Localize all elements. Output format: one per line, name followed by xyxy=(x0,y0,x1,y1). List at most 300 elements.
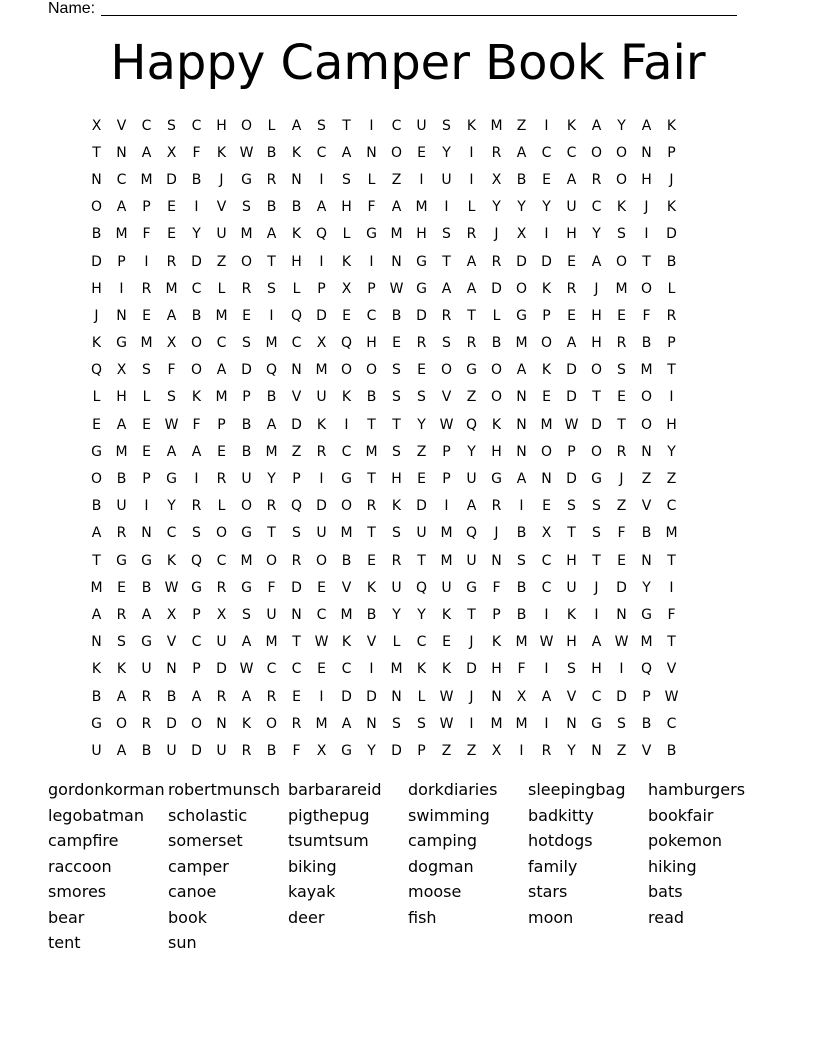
grid-letter[interactable]: I xyxy=(619,661,624,678)
grid-letter[interactable]: R xyxy=(141,280,152,297)
grid-letter[interactable]: U xyxy=(466,471,477,488)
grid-letter[interactable]: X xyxy=(316,335,327,352)
grid-letter[interactable]: S xyxy=(392,715,401,732)
grid-letter[interactable]: T xyxy=(667,362,676,379)
grid-letter[interactable]: X xyxy=(491,171,502,188)
grid-letter[interactable]: K xyxy=(366,579,377,596)
grid-letter[interactable]: K xyxy=(341,253,352,270)
grid-letter[interactable]: D xyxy=(416,307,427,324)
grid-letter[interactable]: Y xyxy=(442,144,451,161)
grid-letter[interactable]: C xyxy=(141,117,152,134)
grid-letter[interactable]: S xyxy=(317,117,326,134)
grid-letter[interactable]: H xyxy=(591,307,602,324)
grid-letter[interactable]: A xyxy=(591,634,602,651)
grid-letter[interactable]: U xyxy=(441,171,452,188)
grid-letter[interactable]: P xyxy=(192,661,201,678)
grid-letter[interactable]: B xyxy=(91,498,102,515)
grid-letter[interactable]: H xyxy=(291,253,302,270)
grid-letter[interactable]: N xyxy=(641,443,652,460)
grid-letter[interactable]: M xyxy=(515,634,528,651)
grid-letter[interactable]: X xyxy=(516,688,527,705)
grid-letter[interactable]: D xyxy=(491,280,502,297)
grid-letter[interactable]: I xyxy=(144,498,149,515)
grid-letter[interactable]: E xyxy=(542,498,551,515)
grid-letter[interactable]: S xyxy=(592,525,601,542)
grid-letter[interactable]: K xyxy=(416,661,427,678)
grid-letter[interactable]: O xyxy=(440,362,453,379)
grid-letter[interactable]: R xyxy=(566,280,577,297)
grid-letter[interactable]: S xyxy=(242,199,251,216)
grid-letter[interactable]: J xyxy=(594,280,599,297)
grid-letter[interactable]: R xyxy=(416,335,427,352)
grid-letter[interactable]: C xyxy=(541,144,552,161)
grid-letter[interactable]: K xyxy=(91,335,102,352)
grid-letter[interactable]: I xyxy=(369,253,374,270)
grid-letter[interactable]: Z xyxy=(441,742,452,759)
grid-letter[interactable]: O xyxy=(265,552,278,569)
grid-letter[interactable]: V xyxy=(566,688,577,705)
grid-letter[interactable]: D xyxy=(416,498,427,515)
grid-letter[interactable]: O xyxy=(640,280,653,297)
grid-letter[interactable]: W xyxy=(664,688,679,705)
grid-letter[interactable]: K xyxy=(666,199,677,216)
grid-letter[interactable]: E xyxy=(542,171,551,188)
grid-letter[interactable]: M xyxy=(515,335,528,352)
grid-letter[interactable]: D xyxy=(666,226,677,243)
grid-letter[interactable]: C xyxy=(591,199,602,216)
grid-letter[interactable]: Q xyxy=(290,307,303,324)
grid-letter[interactable]: K xyxy=(666,117,677,134)
grid-letter[interactable]: A xyxy=(641,117,652,134)
grid-letter[interactable]: P xyxy=(442,471,451,488)
grid-letter[interactable]: P xyxy=(542,307,551,324)
grid-letter[interactable]: Y xyxy=(167,498,176,515)
grid-letter[interactable]: N xyxy=(516,389,527,406)
grid-letter[interactable]: A xyxy=(141,144,152,161)
grid-letter[interactable]: N xyxy=(491,688,502,705)
grid-letter[interactable]: I xyxy=(594,606,599,623)
grid-letter[interactable]: Q xyxy=(90,362,103,379)
grid-letter[interactable]: A xyxy=(391,199,402,216)
grid-letter[interactable]: Q xyxy=(315,226,328,243)
grid-letter[interactable]: A xyxy=(116,742,127,759)
grid-letter[interactable]: L xyxy=(417,688,426,705)
grid-letter[interactable]: R xyxy=(116,525,127,542)
grid-letter[interactable]: C xyxy=(191,634,202,651)
grid-letter[interactable]: E xyxy=(117,579,126,596)
grid-letter[interactable]: C xyxy=(291,335,302,352)
grid-letter[interactable]: I xyxy=(669,389,674,406)
grid-letter[interactable]: G xyxy=(416,280,427,297)
grid-letter[interactable]: Z xyxy=(616,498,627,515)
grid-letter[interactable]: D xyxy=(616,688,627,705)
grid-letter[interactable]: S xyxy=(567,661,576,678)
grid-letter[interactable]: Z xyxy=(466,389,477,406)
grid-letter[interactable]: Z xyxy=(616,742,627,759)
grid-letter[interactable]: C xyxy=(216,335,227,352)
grid-letter[interactable]: S xyxy=(142,362,151,379)
grid-letter[interactable]: L xyxy=(392,634,401,651)
grid-letter[interactable]: S xyxy=(417,715,426,732)
grid-letter[interactable]: G xyxy=(466,362,477,379)
grid-letter[interactable]: B xyxy=(116,471,127,488)
grid-letter[interactable]: N xyxy=(141,525,152,542)
grid-letter[interactable]: T xyxy=(617,416,626,433)
grid-letter[interactable]: L xyxy=(142,389,151,406)
grid-letter[interactable]: N xyxy=(566,715,577,732)
grid-letter[interactable]: W xyxy=(164,416,179,433)
grid-letter[interactable]: N xyxy=(166,661,177,678)
grid-letter[interactable]: R xyxy=(541,742,552,759)
grid-letter[interactable]: C xyxy=(591,688,602,705)
grid-letter[interactable]: A xyxy=(466,280,477,297)
grid-letter[interactable]: U xyxy=(141,661,152,678)
grid-letter[interactable]: K xyxy=(491,416,502,433)
grid-letter[interactable]: Y xyxy=(192,226,201,243)
grid-letter[interactable]: D xyxy=(566,362,577,379)
grid-letter[interactable]: C xyxy=(116,171,127,188)
grid-letter[interactable]: A xyxy=(516,471,527,488)
grid-letter[interactable]: V xyxy=(366,634,377,651)
grid-letter[interactable]: G xyxy=(91,443,102,460)
grid-letter[interactable]: R xyxy=(491,498,502,515)
grid-letter[interactable]: O xyxy=(640,389,653,406)
grid-letter[interactable]: G xyxy=(191,579,202,596)
grid-letter[interactable]: R xyxy=(616,335,627,352)
grid-letter[interactable]: D xyxy=(216,661,227,678)
grid-letter[interactable]: U xyxy=(266,606,277,623)
grid-letter[interactable]: E xyxy=(567,253,576,270)
grid-letter[interactable]: L xyxy=(292,280,301,297)
grid-letter[interactable]: O xyxy=(490,362,503,379)
grid-letter[interactable]: G xyxy=(416,253,427,270)
grid-letter[interactable]: G xyxy=(466,579,477,596)
grid-letter[interactable]: M xyxy=(90,579,103,596)
grid-letter[interactable]: M xyxy=(615,280,628,297)
grid-letter[interactable]: O xyxy=(515,280,528,297)
grid-letter[interactable]: W xyxy=(314,634,329,651)
grid-letter[interactable]: V xyxy=(641,742,652,759)
grid-letter[interactable]: A xyxy=(116,416,127,433)
grid-letter[interactable]: D xyxy=(616,579,627,596)
grid-letter[interactable]: A xyxy=(341,144,352,161)
grid-letter[interactable]: O xyxy=(640,416,653,433)
grid-letter[interactable]: R xyxy=(241,280,252,297)
grid-letter[interactable]: O xyxy=(490,389,503,406)
grid-letter[interactable]: K xyxy=(616,199,627,216)
grid-letter[interactable]: C xyxy=(191,117,202,134)
grid-letter[interactable]: C xyxy=(416,634,427,651)
grid-letter[interactable]: L xyxy=(342,226,351,243)
grid-letter[interactable]: H xyxy=(341,199,352,216)
grid-letter[interactable]: A xyxy=(141,606,152,623)
grid-letter[interactable]: M xyxy=(240,226,253,243)
grid-letter[interactable]: Y xyxy=(417,416,426,433)
grid-letter[interactable]: B xyxy=(191,307,202,324)
grid-letter[interactable]: U xyxy=(91,742,102,759)
grid-letter[interactable]: M xyxy=(340,606,353,623)
grid-letter[interactable]: N xyxy=(216,715,227,732)
grid-letter[interactable]: O xyxy=(540,443,553,460)
grid-letter[interactable]: H xyxy=(566,634,577,651)
grid-letter[interactable]: A xyxy=(116,199,127,216)
grid-letter[interactable]: A xyxy=(591,253,602,270)
grid-letter[interactable]: M xyxy=(490,117,503,134)
grid-letter[interactable]: Y xyxy=(667,443,676,460)
grid-letter[interactable]: M xyxy=(390,226,403,243)
grid-letter[interactable]: M xyxy=(490,715,503,732)
grid-letter[interactable]: N xyxy=(516,416,527,433)
grid-letter[interactable]: G xyxy=(591,715,602,732)
grid-letter[interactable]: M xyxy=(315,362,328,379)
grid-letter[interactable]: C xyxy=(266,661,277,678)
grid-letter[interactable]: S xyxy=(167,117,176,134)
grid-letter[interactable]: G xyxy=(341,742,352,759)
grid-letter[interactable]: E xyxy=(167,199,176,216)
grid-letter[interactable]: B xyxy=(666,742,677,759)
grid-letter[interactable]: A xyxy=(591,117,602,134)
grid-letter[interactable]: C xyxy=(566,144,577,161)
grid-letter[interactable]: I xyxy=(469,715,474,732)
grid-letter[interactable]: K xyxy=(291,144,302,161)
grid-letter[interactable]: R xyxy=(616,443,627,460)
grid-letter[interactable]: G xyxy=(141,552,152,569)
grid-letter[interactable]: R xyxy=(591,171,602,188)
grid-letter[interactable]: D xyxy=(191,253,202,270)
grid-letter[interactable]: X xyxy=(166,335,177,352)
grid-letter[interactable]: M xyxy=(515,715,528,732)
grid-letter[interactable]: J xyxy=(619,471,624,488)
grid-letter[interactable]: S xyxy=(192,525,201,542)
grid-letter[interactable]: G xyxy=(241,525,252,542)
grid-letter[interactable]: A xyxy=(441,280,452,297)
grid-letter[interactable]: B xyxy=(266,144,277,161)
grid-letter[interactable]: N xyxy=(291,362,302,379)
grid-letter[interactable]: R xyxy=(266,688,277,705)
grid-letter[interactable]: E xyxy=(142,307,151,324)
grid-letter[interactable]: E xyxy=(317,661,326,678)
grid-letter[interactable]: Y xyxy=(392,606,401,623)
grid-letter[interactable]: Z xyxy=(216,253,227,270)
grid-letter[interactable]: R xyxy=(491,144,502,161)
grid-letter[interactable]: B xyxy=(516,606,527,623)
grid-letter[interactable]: B xyxy=(516,525,527,542)
grid-letter[interactable]: A xyxy=(466,253,477,270)
grid-letter[interactable]: N xyxy=(391,688,402,705)
grid-letter[interactable]: T xyxy=(592,552,601,569)
grid-letter[interactable]: S xyxy=(617,362,626,379)
grid-letter[interactable]: L xyxy=(217,498,226,515)
grid-letter[interactable]: K xyxy=(341,389,352,406)
grid-letter[interactable]: E xyxy=(217,443,226,460)
grid-letter[interactable]: B xyxy=(266,742,277,759)
grid-letter[interactable]: R xyxy=(266,498,277,515)
grid-letter[interactable]: N xyxy=(616,606,627,623)
grid-letter[interactable]: R xyxy=(141,715,152,732)
grid-letter[interactable]: C xyxy=(166,525,177,542)
grid-letter[interactable]: J xyxy=(594,579,599,596)
grid-letter[interactable]: P xyxy=(242,389,251,406)
grid-letter[interactable]: B xyxy=(641,715,652,732)
grid-letter[interactable]: C xyxy=(391,117,402,134)
grid-letter[interactable]: K xyxy=(441,661,452,678)
grid-letter[interactable]: I xyxy=(469,171,474,188)
grid-letter[interactable]: C xyxy=(191,280,202,297)
grid-letter[interactable]: A xyxy=(216,362,227,379)
grid-letter[interactable]: G xyxy=(516,307,527,324)
grid-letter[interactable]: I xyxy=(419,171,424,188)
grid-letter[interactable]: F xyxy=(142,226,151,243)
grid-letter[interactable]: X xyxy=(341,280,352,297)
grid-letter[interactable]: I xyxy=(544,606,549,623)
grid-letter[interactable]: R xyxy=(316,443,327,460)
grid-letter[interactable]: I xyxy=(269,307,274,324)
grid-letter[interactable]: F xyxy=(167,362,176,379)
grid-letter[interactable]: A xyxy=(566,171,577,188)
grid-letter[interactable]: K xyxy=(541,280,552,297)
grid-letter[interactable]: B xyxy=(166,688,177,705)
grid-letter[interactable]: P xyxy=(642,688,651,705)
grid-letter[interactable]: A xyxy=(541,688,552,705)
grid-letter[interactable]: C xyxy=(541,552,552,569)
grid-letter[interactable]: E xyxy=(142,416,151,433)
grid-letter[interactable]: R xyxy=(216,579,227,596)
grid-letter[interactable]: K xyxy=(466,117,477,134)
grid-letter[interactable]: U xyxy=(116,498,127,515)
grid-letter[interactable]: R xyxy=(466,226,477,243)
grid-letter[interactable]: T xyxy=(92,552,101,569)
grid-letter[interactable]: O xyxy=(340,362,353,379)
grid-letter[interactable]: U xyxy=(166,742,177,759)
grid-letter[interactable]: D xyxy=(541,253,552,270)
grid-letter[interactable]: E xyxy=(617,389,626,406)
grid-letter[interactable]: I xyxy=(144,253,149,270)
grid-letter[interactable]: S xyxy=(392,525,401,542)
grid-letter[interactable]: D xyxy=(166,715,177,732)
grid-letter[interactable]: H xyxy=(566,552,577,569)
grid-letter[interactable]: L xyxy=(367,171,376,188)
grid-letter[interactable]: E xyxy=(142,443,151,460)
grid-letter[interactable]: E xyxy=(342,307,351,324)
grid-letter[interactable]: A xyxy=(191,443,202,460)
grid-letter[interactable]: T xyxy=(267,253,276,270)
grid-letter[interactable]: O xyxy=(315,552,328,569)
grid-letter[interactable]: T xyxy=(667,634,676,651)
grid-letter[interactable]: R xyxy=(291,715,302,732)
grid-letter[interactable]: O xyxy=(615,253,628,270)
grid-letter[interactable]: M xyxy=(665,525,678,542)
grid-letter[interactable]: O xyxy=(590,443,603,460)
grid-letter[interactable]: W xyxy=(564,416,579,433)
grid-letter[interactable]: A xyxy=(316,199,327,216)
grid-letter[interactable]: U xyxy=(316,389,327,406)
grid-letter[interactable]: A xyxy=(191,688,202,705)
grid-letter[interactable]: O xyxy=(190,362,203,379)
grid-letter[interactable]: I xyxy=(644,226,649,243)
grid-letter[interactable]: I xyxy=(544,715,549,732)
grid-letter[interactable]: S xyxy=(442,226,451,243)
grid-letter[interactable]: I xyxy=(319,171,324,188)
grid-letter[interactable]: Z xyxy=(291,443,302,460)
grid-letter[interactable]: O xyxy=(365,362,378,379)
grid-letter[interactable]: D xyxy=(291,579,302,596)
grid-letter[interactable]: C xyxy=(341,661,352,678)
grid-letter[interactable]: K xyxy=(166,552,177,569)
grid-letter[interactable]: S xyxy=(292,525,301,542)
grid-letter[interactable]: B xyxy=(641,335,652,352)
grid-letter[interactable]: V xyxy=(116,117,127,134)
grid-letter[interactable]: I xyxy=(319,688,324,705)
grid-letter[interactable]: H xyxy=(416,226,427,243)
grid-letter[interactable]: E xyxy=(392,335,401,352)
grid-letter[interactable]: K xyxy=(566,606,577,623)
grid-letter[interactable]: Z xyxy=(416,443,427,460)
grid-letter[interactable]: N xyxy=(366,715,377,732)
grid-letter[interactable]: R xyxy=(191,498,202,515)
grid-letter[interactable]: U xyxy=(466,552,477,569)
grid-letter[interactable]: D xyxy=(566,471,577,488)
grid-letter[interactable]: B xyxy=(516,579,527,596)
grid-letter[interactable]: L xyxy=(267,117,276,134)
grid-letter[interactable]: P xyxy=(367,280,376,297)
grid-letter[interactable]: C xyxy=(341,443,352,460)
grid-letter[interactable]: E xyxy=(617,307,626,324)
grid-letter[interactable]: G xyxy=(116,335,127,352)
grid-letter[interactable]: H xyxy=(116,389,127,406)
grid-letter[interactable]: M xyxy=(140,335,153,352)
grid-letter[interactable]: D xyxy=(291,416,302,433)
grid-letter[interactable]: F xyxy=(292,742,301,759)
grid-letter[interactable]: Y xyxy=(367,742,376,759)
grid-letter[interactable]: J xyxy=(219,171,224,188)
grid-letter[interactable]: A xyxy=(91,606,102,623)
grid-letter[interactable]: C xyxy=(291,661,302,678)
grid-letter[interactable]: F xyxy=(367,199,376,216)
grid-letter[interactable]: J xyxy=(644,199,649,216)
grid-letter[interactable]: O xyxy=(240,253,253,270)
grid-letter[interactable]: P xyxy=(667,144,676,161)
grid-letter[interactable]: L xyxy=(667,280,676,297)
grid-letter[interactable]: B xyxy=(366,389,377,406)
grid-letter[interactable]: N xyxy=(491,552,502,569)
grid-letter[interactable]: C xyxy=(666,715,677,732)
grid-letter[interactable]: N xyxy=(91,171,102,188)
grid-letter[interactable]: R xyxy=(116,606,127,623)
grid-letter[interactable]: S xyxy=(342,171,351,188)
grid-letter[interactable]: M xyxy=(215,389,228,406)
grid-letter[interactable]: O xyxy=(240,498,253,515)
grid-letter[interactable]: E xyxy=(442,634,451,651)
grid-letter[interactable]: E xyxy=(242,307,251,324)
grid-letter[interactable]: L xyxy=(492,307,501,324)
grid-letter[interactable]: C xyxy=(541,579,552,596)
grid-letter[interactable]: P xyxy=(292,471,301,488)
grid-letter[interactable]: O xyxy=(90,199,103,216)
grid-letter[interactable]: I xyxy=(444,199,449,216)
grid-letter[interactable]: J xyxy=(494,525,499,542)
grid-letter[interactable]: H xyxy=(641,171,652,188)
grid-letter[interactable]: L xyxy=(92,389,101,406)
grid-letter[interactable]: M xyxy=(240,552,253,569)
grid-letter[interactable]: M xyxy=(165,280,178,297)
grid-letter[interactable]: T xyxy=(567,525,576,542)
grid-letter[interactable]: K xyxy=(191,389,202,406)
grid-letter[interactable]: W xyxy=(239,144,254,161)
grid-letter[interactable]: A xyxy=(266,416,277,433)
grid-letter[interactable]: X xyxy=(166,144,177,161)
grid-letter[interactable]: S xyxy=(167,389,176,406)
grid-letter[interactable]: A xyxy=(166,443,177,460)
